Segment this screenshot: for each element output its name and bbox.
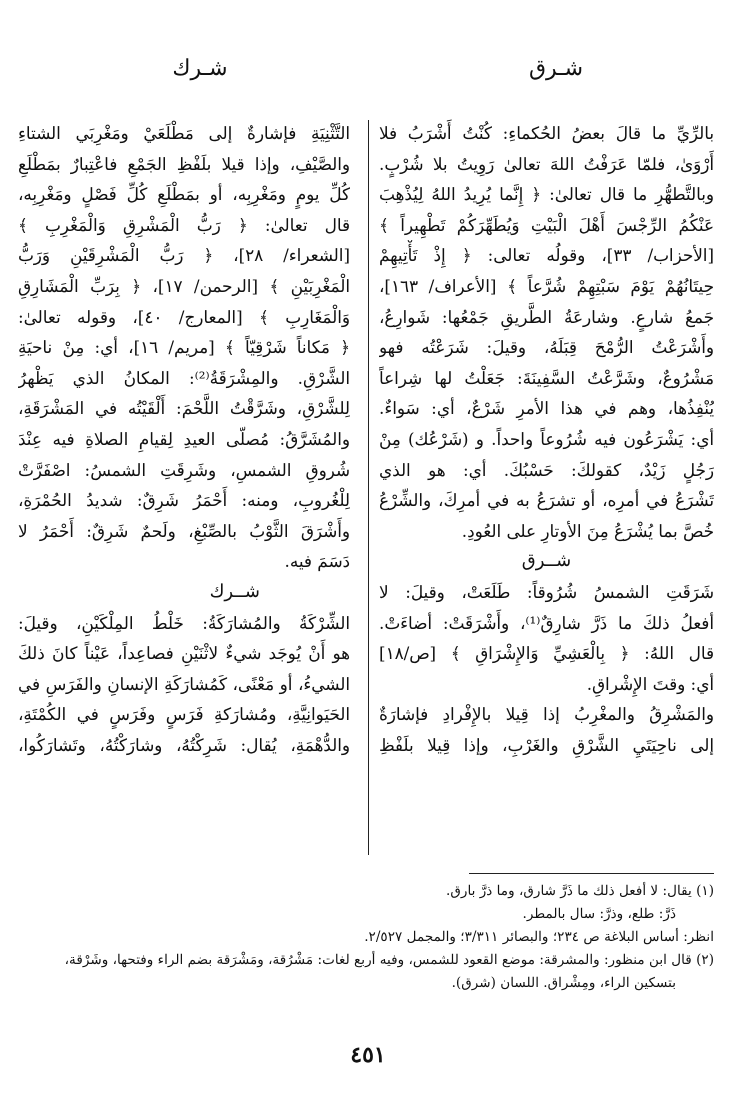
entry-heading: شــرق <box>521 550 572 572</box>
text-line: لِلشَّرْقِ، وشَرَّقْتُ اللَّحْمَ: أَلْقَيْتُه في المَشْرَقَةِ، <box>18 398 350 419</box>
text-line: إلى ناحِيَتَيِ الشَّرْقِ والغَرْبِ، وإذا قِيلا بلَفْظِ <box>379 734 714 755</box>
right-column <box>379 118 714 760</box>
text-line: شَرَقَتِ الشمسُ شُرُوقاً: طَلَعَتْ، وقيلَ: لا <box>379 581 714 602</box>
text-line: تَشْرَعُ في أمرِه، أو تشرَعُ به في أمرِكَ، والشِّرْعُ <box>379 490 714 511</box>
text-line: رَجُلٍ زَيْدٌ، كقولكَ: حَسْبُكَ. أي: هو الذي <box>379 459 714 480</box>
text-line: أي: يَشْرَعُون فيه شُرُوعاً واحداً. و (شَرْعُك) مِنْ <box>379 428 714 449</box>
left-page-header: شـرك <box>172 56 228 81</box>
text-line: أفعلُ ذلكَ ما ذَرَّ شارِقٌ⁽¹⁾، وأَشْرَقَتْ: أضاءَتْ. <box>379 612 714 633</box>
text-line: أَرْوَىٰ، فلمّا عَرَفْتُ اللهَ تعالىٰ رَوِيتُ بلا شُرْبٍ. <box>379 153 714 174</box>
footnote-line: (٢) قال ابن منظور: والمشرقة: موضع القعود للشمس، وفيه أربع لغات: مَشْرُقة، ومَشْرَقة بضم الراء وفتحها، وشَرْقة، <box>64 952 714 968</box>
text-line: يُنْفِذُها، وهم في هذا الأمرِ شَرْعٌ، أي: سَواءٌ. <box>379 398 714 419</box>
text-line: الْمَغْرِبَيْنِ ﴾ [الرحمن/ ١٧]، ﴿ بِرَبِّ الْمَشَارِقِ <box>18 275 350 296</box>
text-line: قال تعالىٰ: ﴿ رَبُّ الْمَشْرِقِ وَالْمَغْرِبِ ﴾ <box>18 214 350 235</box>
text-line: بالرِّيِّ ما قالَ بعضُ الحُكماءِ: كُنْتُ أَشْرَبُ فلا <box>379 123 714 143</box>
text-line: حِيتَانُهُمْ يَوْمَ سَبْتِهِمْ شُرَّعاً ﴾ [الأعراف/ ١٦٣]، <box>379 275 714 296</box>
text-line: وأَشْرَقَ الثَّوْبُ بالصِّبْغِ، ولَحمٌ شَرِقٌ: أَحْمَرُ لا <box>18 520 350 541</box>
text-line: الشِّرْكَةُ والمُشارَكَةُ: خَلْطُ المِلْكَيْنِ، وقيلَ: <box>18 612 350 633</box>
text-line: والدُّهْمَةِ، يُقال: شَرِكْتُهُ، وشارَكْتُهُ، وتَشارَكُوا، <box>18 734 350 755</box>
text-line: [الأحزاب/ ٣٣]، وقولُه تعالى: ﴿ إِذْ تَأْتِيهِمْ <box>379 245 714 266</box>
right-page-header: شـرق <box>528 56 584 81</box>
text-line: وأَشْرَعْتُ الرُّمْحَ قِبَلَهُ، وقيلَ: شَرَعْتُه فهو <box>379 337 714 358</box>
footnote-separator <box>469 873 714 874</box>
text-line: دَسَمَ فيه. <box>284 551 350 572</box>
text-line: الشيءُ، أو مَعْنًى، كَمُشارَكَةِ الإنسانِ والفَرَسِ في <box>18 673 350 694</box>
text-line: التَّثْنِيَةِ فإشارةٌ إلى مَطْلَعَيْ ومَغْرِبَي الشتاءِ <box>18 123 350 143</box>
footnote-line: (١) يقال: لا أفعل ذلك ما ذَرَّ شارق، وما ذرَّ بارق. <box>446 883 714 899</box>
entry-heading: شــرك <box>209 580 260 602</box>
text-line: عَنْكُمُ الرِّجْسَ أَهْلَ الْبَيْتِ وَيُطَهِّرَكُمْ تَطْهِيراً ﴾ <box>379 214 714 235</box>
footnote-line: انظر: أساس البلاغة ص ٢٣٤؛ والبصائر ٣/٣١١؛ والمجمل ٢/٥٢٧. <box>364 929 714 945</box>
text-line: وبالتَّطهُّرِ ما قال تعالىٰ: ﴿ إِنَّما يُرِيدُ اللهُ لِيُذْهِبَ <box>379 184 714 205</box>
text-line: أي: وقتَ الإِشْراقِ. <box>586 673 714 694</box>
footnotes <box>24 880 714 995</box>
text-line: الحَيَوانِيَّةِ، ومُشارَكةِ فَرَسٍ وفَرَسٍ في الكُمْتَةِ، <box>18 704 350 725</box>
text-line: جَمعُ شارعٍ. وشارعَةُ الطَّريقِ جَمْعُها: شَوارِعُ، <box>379 306 714 327</box>
text-line: والصَّيْفِ، وإذا قيلا بلَفْظِ الجَمْعِ فاعْتِبارٌ بمَطْلَعِ <box>18 153 350 174</box>
text-line: كُلِّ يومٍ ومَغْرِبِه، أو بمَطْلَعِ كُلِّ فَصْلٍ ومَغْرِبِه، <box>18 184 350 205</box>
column-divider <box>368 120 369 855</box>
text-line: [الشعراء/ ٢٨]، ﴿ رَبُّ الْمَشْرِقَيْنِ وَرَبُّ <box>18 245 350 266</box>
text-line: قال اللهُ: ﴿ بِالْعَشِيِّ وَالإِشْرَاقِ ﴾ [ص/١٨] <box>379 643 714 664</box>
text-line: هو أَنْ يُوجَد شيءٌ لاثْنَيْنِ فصاعِداً، عَيْناً كانَ ذلكَ <box>18 643 350 664</box>
text-line: الشَّرْقِ. والمِشْرَقَةُ⁽²⁾: المكانُ الذي يَظْهرُ <box>18 367 350 388</box>
text-line: لِلْغُروبِ، ومنه: أَحْمَرُ شَرِقٌ: شديدُ الحُمْرَةِ، <box>18 490 350 511</box>
left-column <box>18 118 350 760</box>
footnote-line: بتسكين الراء، ومِشْراق. اللسان (شرق). <box>451 975 676 991</box>
text-line: والمُشَرَّقُ: مُصلّى العيدِ لِقيامِ الصلاةِ فيه عِنْدَ <box>18 428 350 449</box>
text-line: وَالْمَغَارِبِ ﴾ [المعارج/ ٤٠]، وقوله تعالىٰ: <box>18 306 350 327</box>
text-line: خُصَّ بما يُشْرَعُ مِنَ الأوتارِ على العُودِ. <box>461 520 714 541</box>
page-number: ٤٥١ <box>350 1042 386 1068</box>
footnote-line: ذَرَّ: طلع، وذرَّ: سال بالمطر. <box>522 906 676 922</box>
text-line: شُروقِ الشمسِ، وشَرِقَتِ الشمسُ: اصْفَرَّتْ <box>18 459 350 480</box>
text-line: والمَشْرِقُ والمغْرِبُ إذا قِيلا بالإِفْرادِ فإشارَةٌ <box>379 704 714 725</box>
text-line: ﴿ مَكاناً شَرْقِيّاً ﴾ [مريم/ ١٦]، أي: مِنْ ناحيَةِ <box>18 337 350 358</box>
text-line: مَشْرُوعٌ، وشَرَّعْتُ السَّفِينَةَ: جَعَلْتُ لها شِراعاً <box>379 367 714 388</box>
